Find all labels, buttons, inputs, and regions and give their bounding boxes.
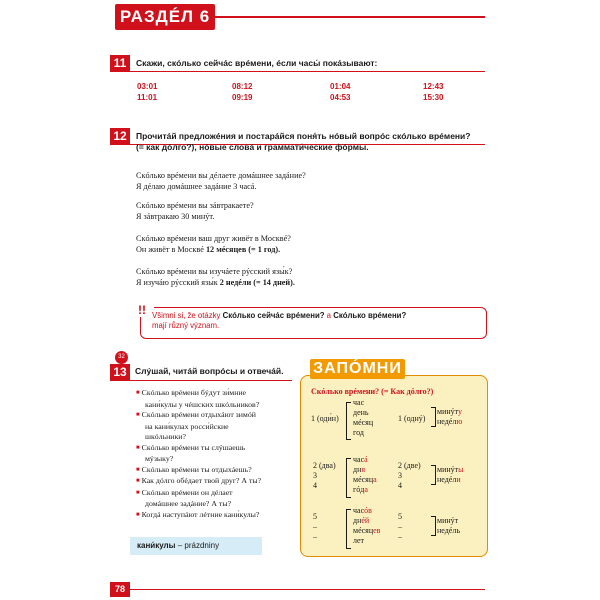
num: –	[398, 522, 402, 531]
r1-right	[437, 407, 462, 427]
ending: ев	[373, 526, 381, 535]
dialog-question: Скóлько врéмени вы дéлаете домáшнее задáние?	[136, 171, 306, 180]
brace	[431, 407, 436, 427]
brace	[346, 509, 351, 549]
stem: гóд	[353, 485, 365, 494]
exercise-11-instruction: Скажи, скóлько сейчáс врéмени, éсли часы́ покáзывают:	[136, 58, 378, 68]
exercise-12-instruction-line2: (= как дóлго?), нóвые словá и граммати́ческие фóрмы.	[136, 142, 369, 152]
dialog-question: Скóлько врéмени вы изучáете рýсский язы́к?	[136, 267, 293, 276]
question-item-cont: домáшнее задáние? А ты?	[145, 499, 232, 508]
num: 5	[313, 512, 317, 521]
time-4: 12:43	[423, 82, 444, 91]
exercise-12-number: 12	[110, 128, 130, 145]
brace	[346, 458, 351, 498]
num: 2 (два)	[313, 461, 336, 470]
stem: лет	[353, 536, 365, 545]
dialog-4	[136, 266, 295, 288]
stem: мéсяц	[353, 475, 374, 484]
num: 4	[398, 481, 402, 490]
ending: у	[458, 407, 463, 416]
exercise-11-number: 11	[110, 55, 130, 72]
r3-words	[353, 506, 380, 546]
num: –	[313, 522, 317, 531]
answer-bold: 2 недéли (= 14 дней).	[219, 278, 295, 287]
answer-plain: Он живёт в Москвé	[136, 245, 206, 254]
note-prefix: Všimni si, že otázky	[152, 311, 223, 320]
exercise-11-rule	[130, 71, 485, 72]
remember-subtitle: Скóлько врéмени? (= Как дóлго?)	[311, 387, 434, 396]
question-item: ■ Скóлько врéмени отдыхáют зимóй	[136, 410, 298, 422]
dialog-answer	[136, 277, 295, 288]
r2-right	[437, 465, 464, 485]
r2-words	[353, 455, 377, 495]
vocab-translation: prázdniny	[184, 541, 220, 550]
r3-mid	[398, 512, 402, 542]
note-suffix: mají různý význam.	[152, 321, 220, 330]
note-mid: a	[324, 311, 334, 320]
question-item-cont: мýзыку?	[145, 454, 174, 463]
r2-left	[313, 461, 336, 491]
num: 3	[313, 471, 317, 480]
r3-right	[437, 516, 460, 536]
time-7: 04:53	[330, 93, 351, 102]
question-item: ■ Как дóлго обéдает твой друг? А ты?	[136, 476, 298, 488]
ending: и	[456, 475, 461, 484]
r1-left: 1 (оди́н)	[311, 414, 339, 423]
ending: я	[361, 465, 366, 474]
dialog-answer: Я дéлаю домáшнее задáние 3 часá.	[136, 182, 257, 191]
num: 5	[398, 512, 402, 521]
stem: час	[353, 506, 365, 515]
num: 2 (две)	[398, 461, 421, 470]
note-text	[152, 311, 482, 331]
stem: недéл	[437, 417, 457, 426]
question-item: ■ Скóлько врéмени ты отдыхáешь?	[136, 465, 298, 477]
question-item-cont: кани́кулы у чéшских шкóльников?	[145, 399, 260, 409]
stem: дн	[353, 465, 362, 474]
page-number: 78	[110, 582, 130, 597]
vocab-sep: –	[175, 541, 185, 550]
brace	[346, 402, 351, 440]
stem: минýт	[437, 407, 459, 416]
word: минýт	[437, 516, 459, 525]
stem: час	[353, 455, 365, 464]
time-8: 15:30	[423, 93, 444, 102]
time-6: 09:19	[232, 93, 253, 102]
word: час	[353, 398, 365, 407]
exercise-13-number: 13	[110, 364, 130, 381]
vocabulary-entry	[137, 541, 219, 550]
exercise-12-instruction-line1: Прочитáй предложéния и постарáйся поня́ть нóвый вопрóс скóлько врéмени?	[136, 131, 471, 141]
time-3: 01:04	[330, 82, 351, 91]
question-item-cont: на кани́кулах росси́йские	[145, 421, 229, 431]
word: мéсяц	[353, 418, 374, 427]
num: –	[398, 532, 402, 541]
stem: минýт	[437, 465, 459, 474]
num: 3	[398, 471, 402, 480]
time-5: 11:01	[137, 93, 158, 102]
question-list	[136, 388, 298, 521]
time-1: 03:01	[137, 82, 158, 91]
r2-mid	[398, 461, 421, 491]
exercise-13-rule	[130, 380, 292, 381]
time-2: 08:12	[232, 82, 253, 91]
remember-title: ЗАПÓМНИ	[310, 359, 405, 379]
r3-left	[313, 512, 317, 542]
stem: мéсяц	[353, 526, 374, 535]
dialog-1	[136, 170, 306, 192]
ending: éй	[361, 516, 370, 525]
stem: дн	[353, 516, 362, 525]
r1-mid: 1 (однý)	[398, 414, 426, 423]
question-item: ■ Скóлько врéмени ты слýшаешь	[136, 443, 298, 455]
ending: óв	[364, 506, 372, 515]
question-item: ■ Скóлько врéмени бýдут зи́мние	[136, 388, 298, 400]
note-question-1: Скóлько сейчáс врéмени?	[222, 311, 325, 320]
dialog-question: Скóлько врéмени ваш друг живёт в Москвé?	[136, 234, 291, 243]
brace	[431, 465, 436, 485]
dialog-answer	[136, 244, 291, 255]
num: 4	[313, 481, 317, 490]
answer-bold: 12 мéсяцев (= 1 год).	[205, 245, 281, 254]
question-item: ■ Когдá наступáют лéтние кани́кулы?	[136, 510, 298, 522]
header-rule	[215, 16, 485, 18]
section-title: РАЗДÉЛ 6	[119, 7, 211, 26]
note-question-2: Скóлько врéмени?	[333, 311, 407, 320]
dialog-3	[136, 233, 291, 255]
dialog-question: Скóлько врéмени вы зáвтракаете?	[136, 201, 254, 210]
ending: ю	[456, 417, 463, 426]
stem: недéл	[437, 475, 457, 484]
ending: а	[373, 475, 377, 484]
vocab-word: кани́кулы	[137, 541, 176, 550]
dialog-answer: Я зáвтракаю 30 минýт.	[136, 212, 215, 221]
num: –	[313, 532, 317, 541]
audio-track-badge: 32	[115, 351, 128, 364]
word: год	[353, 428, 364, 437]
dialog-2	[136, 200, 254, 222]
word: день	[353, 408, 369, 417]
r1-words	[353, 398, 373, 438]
answer-plain: Я изучáю рýсский язы́к	[136, 278, 220, 287]
word: недéль	[437, 526, 460, 535]
ending: á	[364, 455, 368, 464]
ending: ы	[458, 465, 464, 474]
question-item: ■ Скóлько врéмени он дéлает	[136, 488, 298, 500]
exercise-13-instruction: Слýшай, читáй вопрóсы и отвечáй.	[135, 366, 284, 376]
ending: а	[364, 485, 368, 494]
brace	[431, 516, 436, 536]
exclamation-icon: !!	[130, 303, 154, 317]
exercise-12-instruction	[136, 131, 486, 153]
question-item-cont: шкóльники?	[145, 432, 186, 441]
footer-rule	[130, 589, 485, 590]
